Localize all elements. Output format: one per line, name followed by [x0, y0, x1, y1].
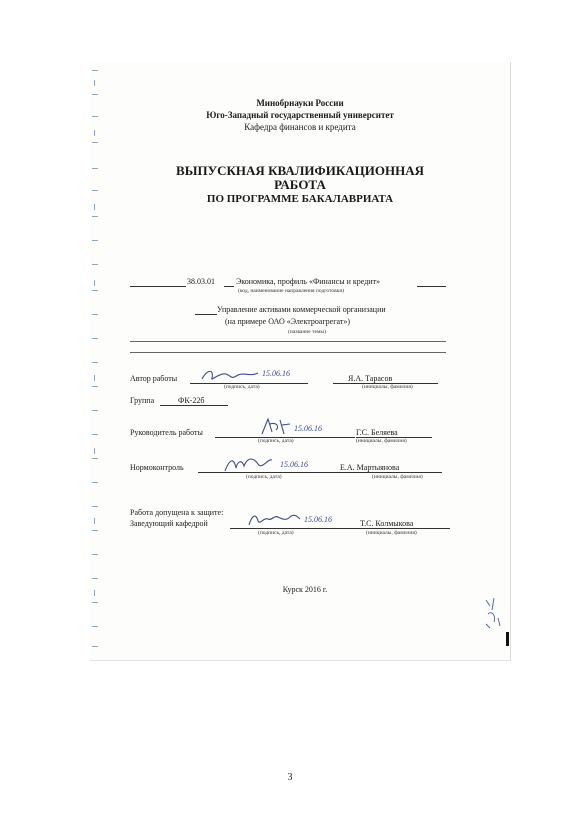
normcontrol-name: Е.А. Мартыянова	[340, 463, 400, 472]
supervisor-name: Г.С. Беляева	[356, 428, 398, 437]
topic-line-2: (на примере ОАО «Электроагрегат»)	[225, 317, 351, 326]
title-line-3: ПО ПРОГРАММЕ БАКАЛАВРИАТА	[206, 193, 394, 205]
head-sign-date: 15.06.16	[304, 515, 332, 524]
author-name-caption: (инициалы, фамилия)	[362, 384, 413, 390]
admission-line: Работа допущена к защите:	[130, 508, 224, 517]
supervisor-signature	[258, 416, 294, 438]
title-line-1: ВЫПУСКНАЯ КВАЛИФИКАЦИОННАЯ	[176, 163, 424, 178]
author-signature	[200, 366, 260, 384]
topic-caption: (название темы)	[288, 329, 326, 335]
normcontrol-label: Нормоконтроль	[130, 463, 184, 472]
supervisor-sign-date: 15.06.16	[294, 424, 322, 433]
author-sign-caption: (подпись, дата)	[224, 384, 260, 390]
normcontrol-name-caption: (инициалы, фамилия)	[372, 474, 423, 480]
author-sign-date: 15.06.16	[262, 369, 290, 378]
ministry-name: Минобрнауки России	[256, 98, 344, 108]
binder-marks	[92, 70, 102, 650]
supervisor-name-caption: (инициалы, фамилия)	[356, 438, 407, 444]
author-name: Я.А. Тарасов	[348, 374, 393, 383]
normcontrol-signature	[222, 454, 274, 474]
direction-caption: (код, наименование направления подготовки)	[238, 288, 345, 294]
head-of-department-label: Заведующий кафедрой	[130, 519, 208, 528]
city-year: Курск 2016 г.	[282, 585, 328, 594]
supervisor-label: Руководитель работы	[130, 428, 203, 437]
topic-line-1: Управление активами коммерческой организации	[217, 305, 386, 314]
supervisor-sign-caption: (подпись, дата)	[258, 438, 294, 444]
scanned-page	[90, 62, 511, 661]
head-name-caption: (инициалы, фамилия)	[366, 530, 417, 536]
title-line-2: РАБОТА	[274, 177, 326, 192]
scan-edge-mark	[506, 632, 509, 646]
normcontrol-sign-date: 15.06.16	[280, 460, 308, 469]
head-signature	[246, 509, 302, 529]
page-number: 3	[287, 772, 293, 783]
normcontrol-sign-caption: (подпись, дата)	[246, 474, 282, 480]
university-name: Юго-Западный государственный университет	[206, 110, 394, 120]
head-sign-caption: (подпись, дата)	[258, 530, 294, 536]
department-name: Кафедра финансов и кредита	[244, 122, 356, 132]
group-label: Группа	[130, 396, 155, 405]
head-name: Т.С. Колмыкова	[360, 519, 414, 528]
direction-code: 38.03.01	[187, 277, 215, 286]
margin-scribble	[482, 596, 504, 630]
direction-text: Экономика, профиль «Финансы и кредит»	[236, 277, 381, 286]
author-label: Автор работы	[130, 374, 178, 383]
group-value: ФК-22б	[178, 396, 205, 405]
